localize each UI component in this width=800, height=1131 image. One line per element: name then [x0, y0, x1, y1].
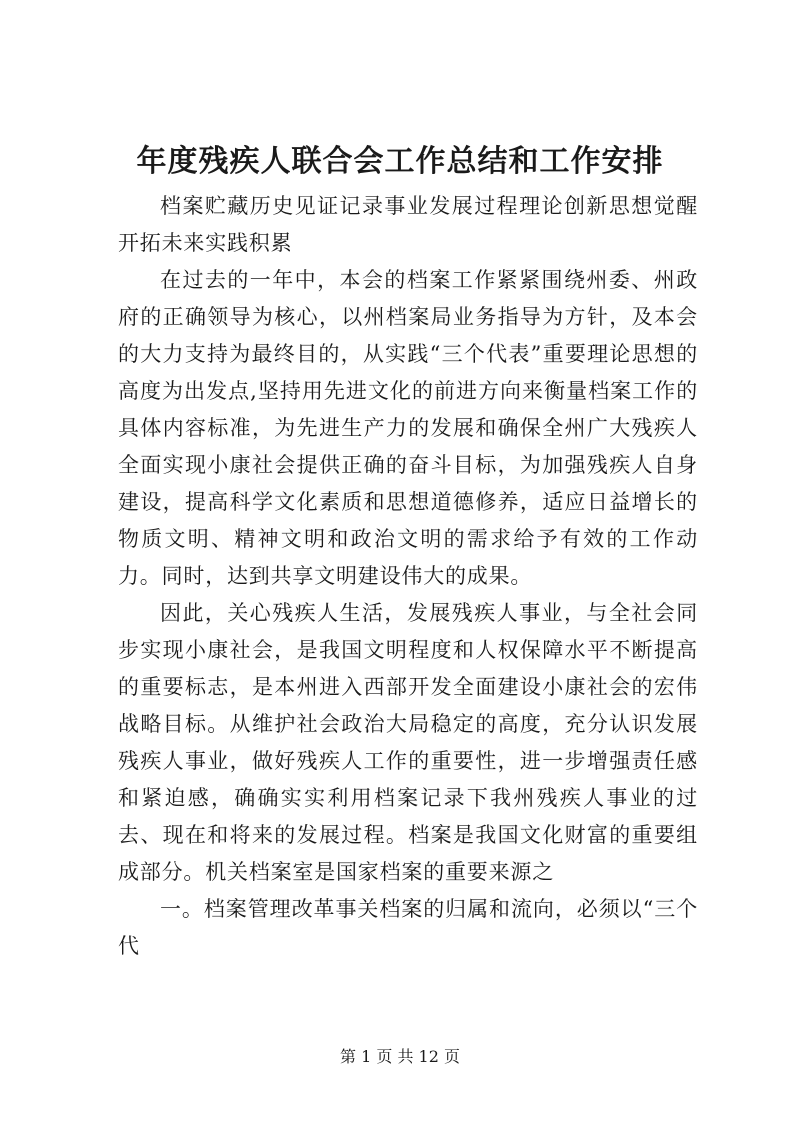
paragraph-reform: 一。档案管理改革事关档案的归属和流向，必须以“三个代 — [118, 897, 698, 958]
paragraph-past-year: 在过去的一年中，本会的档案工作紧紧围绕州委、州政府的正确领导为核心，以州档案局业务指导为方针，及本会的大力支持为最终目的，从实践“三个代表”重要理论思想的高度为出发点,坚持用先进文化的前进方向来衡量档案工作的具体内容标准，为先进生产力的发展和确保全州广大残疾人全面实现小康社会提供正确的奋斗目标，为加强残疾人自身建设，提高科学文化素质和思想道德修养，适应日益增长的物质文明、精神文明和政治文明的需求给予有效的工作动力。同时，达到共享文明建设伟大的成果。 — [118, 268, 698, 588]
document-body — [118, 188, 698, 965]
document-title: 年度残疾人联合会工作总结和工作安排 — [136, 144, 664, 179]
page-footer: 第 1 页 共 12 页 — [340, 1047, 460, 1066]
paragraph-intro: 档案贮藏历史见证记录事业发展过程理论创新思想觉醒开拓未来实践积累 — [118, 194, 698, 255]
paragraph-therefore: 因此，关心残疾人生活，发展残疾人事业，与全社会同步实现小康社会，是我国文明程度和人权保障水平不断提高的重要标志，是本州进入西部开发全面建设小康社会的宏伟战略目标。从维护社会政治大局稳定的高度，充分认识发展残疾人事业，做好残疾人工作的重要性，进一步增强责任感和紧迫感，确确实实利用档案记录下我州残疾人事业的过去、现在和将来的发展过程。档案是我国文化财富的重要组成部分。机关档案室是国家档案的重要来源之 — [118, 601, 698, 884]
